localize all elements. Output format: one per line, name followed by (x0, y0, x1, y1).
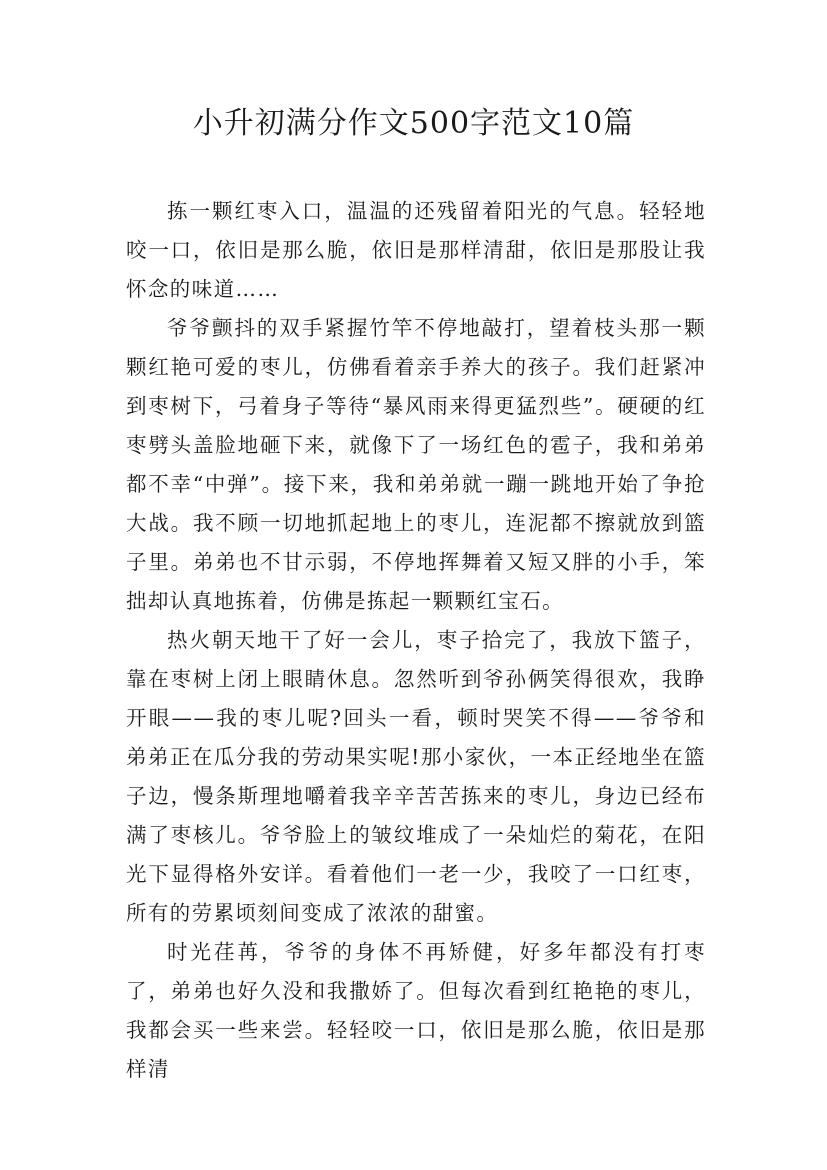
paragraph-3: 热火朝天地干了好一会儿，枣子拾完了，我放下篮子，靠在枣树上闭上眼睛休息。忽然听到爷孙俩笑得很欢，我睁开眼——我的枣儿呢?回头一看，顿时哭笑不得——爷爷和弟弟正在瓜分我的劳动果实呢!那小家伙，一本正经地坐在篮子边，慢条斯理地嚼着我辛辛苦苦拣来的枣儿，身边已经布满了枣核儿。爷爷脸上的皱纹堆成了一朵灿烂的菊花，在阳光下显得格外安详。看着他们一老一少，我咬了一口红枣，所有的劳累顷刻间变成了浓浓的甜蜜。 (126, 628, 706, 925)
paragraph-1: 拣一颗红枣入口，温温的还残留着阳光的气息。轻轻地咬一口，依旧是那么脆，依旧是那样清甜，依旧是那股让我怀念的味道…… (126, 199, 706, 301)
document-title: 小升初满分作文500字范文10篇 (192, 106, 635, 141)
paragraph-2: 爷爷颤抖的双手紧握竹竿不停地敲打，望着枝头那一颗颗红艳可爱的枣儿，仿佛看着亲手养大的孩子。我们赶紧冲到枣树下，弓着身子等待“暴风雨来得更猛烈些”。硬硬的红枣劈头盖脸地砸下来，就像下了一场红色的雹子，我和弟弟都不幸“中弹”。接下来，我和弟弟就一蹦一跳地开始了争抢大战。我不顾一切地抓起地上的枣儿，连泥都不擦就放到篮子里。弟弟也不甘示弱，不停地挥舞着又短又胖的小手，笨拙却认真地拣着，仿佛是拣起一颗颗红宝石。 (126, 316, 706, 613)
paragraph-4: 时光荏苒，爷爷的身体不再矫健，好多年都没有打枣了，弟弟也好久没和我撒娇了。但每次看到红艳艳的枣儿，我都会买一些来尝。轻轻咬一口，依旧是那么脆，依旧是那样清 (126, 940, 706, 1081)
document-body (126, 192, 706, 1089)
